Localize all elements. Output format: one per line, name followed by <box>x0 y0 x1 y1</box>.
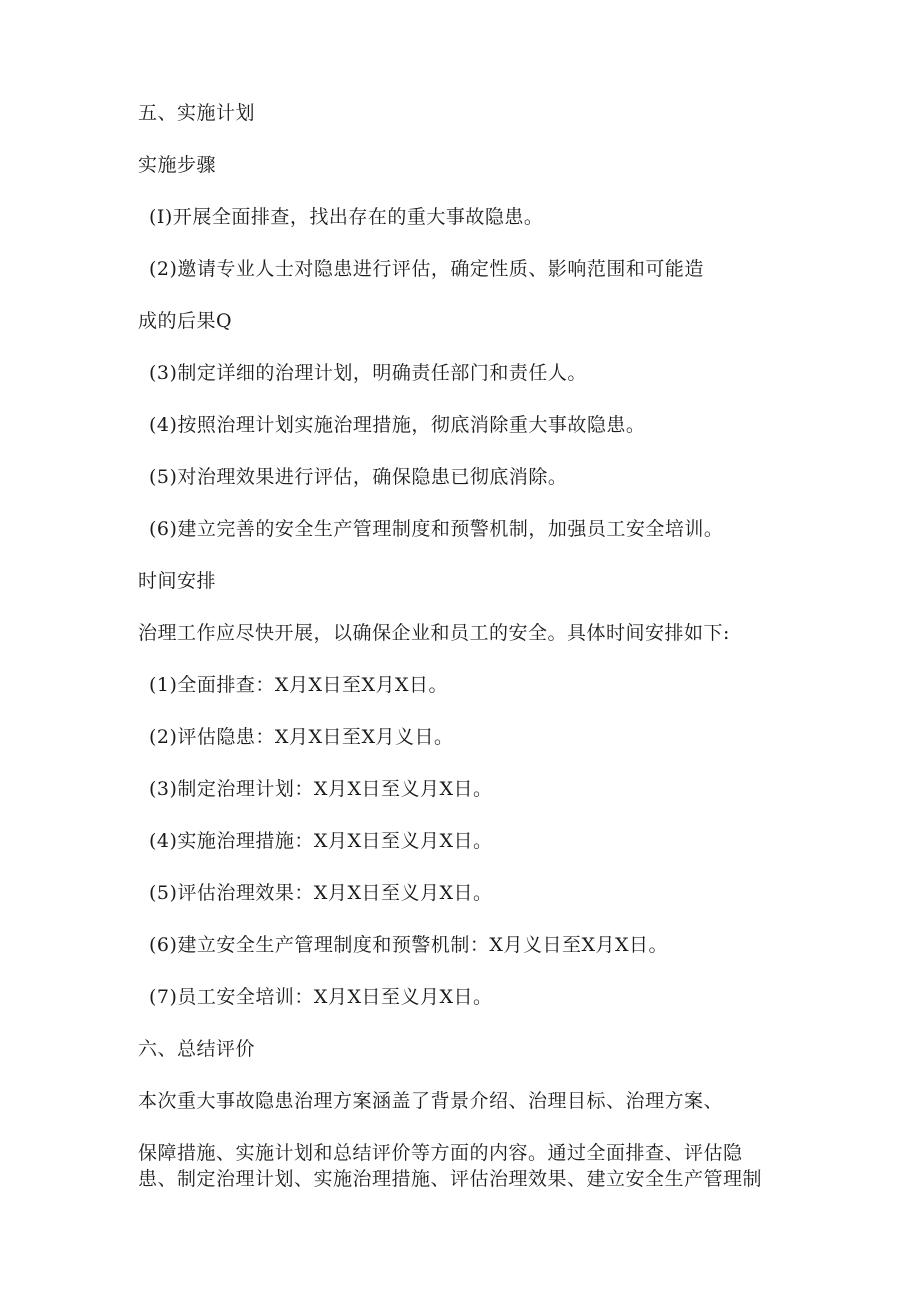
step-item-2-continuation: 成的后果Q <box>138 310 233 332</box>
summary-line-2: 保障措施、实施计划和总结评价等方面的内容。通过全面排查、评估隐 <box>138 1142 743 1164</box>
schedule-item-6: (6)建立安全生产管理制度和预警机制：X月义日至X月X日。 <box>149 934 668 956</box>
schedule-item-2: (2)评估隐患：X月X日至X月义日。 <box>149 726 454 748</box>
step-item-1: (I)开展全面排查，找出存在的重大事故隐患。 <box>149 206 544 228</box>
section-heading-implementation-plan: 五、实施计划 <box>138 102 256 124</box>
step-item-4: (4)按照治理计划实施治理措施，彻底消除重大事故隐患。 <box>149 414 646 436</box>
subheading-implementation-steps: 实施步骤 <box>138 154 217 176</box>
time-intro-paragraph: 治理工作应尽快开展，以确保企业和员工的安全。具体时间安排如下: <box>138 622 730 644</box>
step-item-6: (6)建立完善的安全生产管理制度和预警机制，加强员工安全培训。 <box>149 518 724 540</box>
schedule-item-5: (5)评估治理效果：X月X日至义月X日。 <box>149 882 493 904</box>
section-heading-summary-evaluation: 六、总结评价 <box>138 1038 256 1060</box>
step-item-2: (2)邀请专业人士对隐患进行评估，确定性质、影响范围和可能造 <box>149 258 704 280</box>
schedule-item-4: (4)实施治理措施：X月X日至义月X日。 <box>149 830 493 852</box>
step-item-5: (5)对治理效果进行评估，确保隐患已彻底消除。 <box>149 466 568 488</box>
subheading-time-schedule: 时间安排 <box>138 570 217 592</box>
schedule-item-1: (1)全面排查：X月X日至X月X日。 <box>149 674 449 696</box>
summary-line-1: 本次重大事故隐患治理方案涵盖了背景介绍、治理目标、治理方案、 <box>138 1090 724 1112</box>
schedule-item-7: (7)员工安全培训：X月X日至义月X日。 <box>149 986 493 1008</box>
schedule-item-3: (3)制定治理计划：X月X日至义月X日。 <box>149 778 493 800</box>
summary-line-3: 患、制定治理计划、实施治理措施、评估治理效果、建立安全生产管理制 <box>138 1168 763 1190</box>
step-item-3: (3)制定详细的治理计划，明确责任部门和责任人。 <box>149 362 587 384</box>
